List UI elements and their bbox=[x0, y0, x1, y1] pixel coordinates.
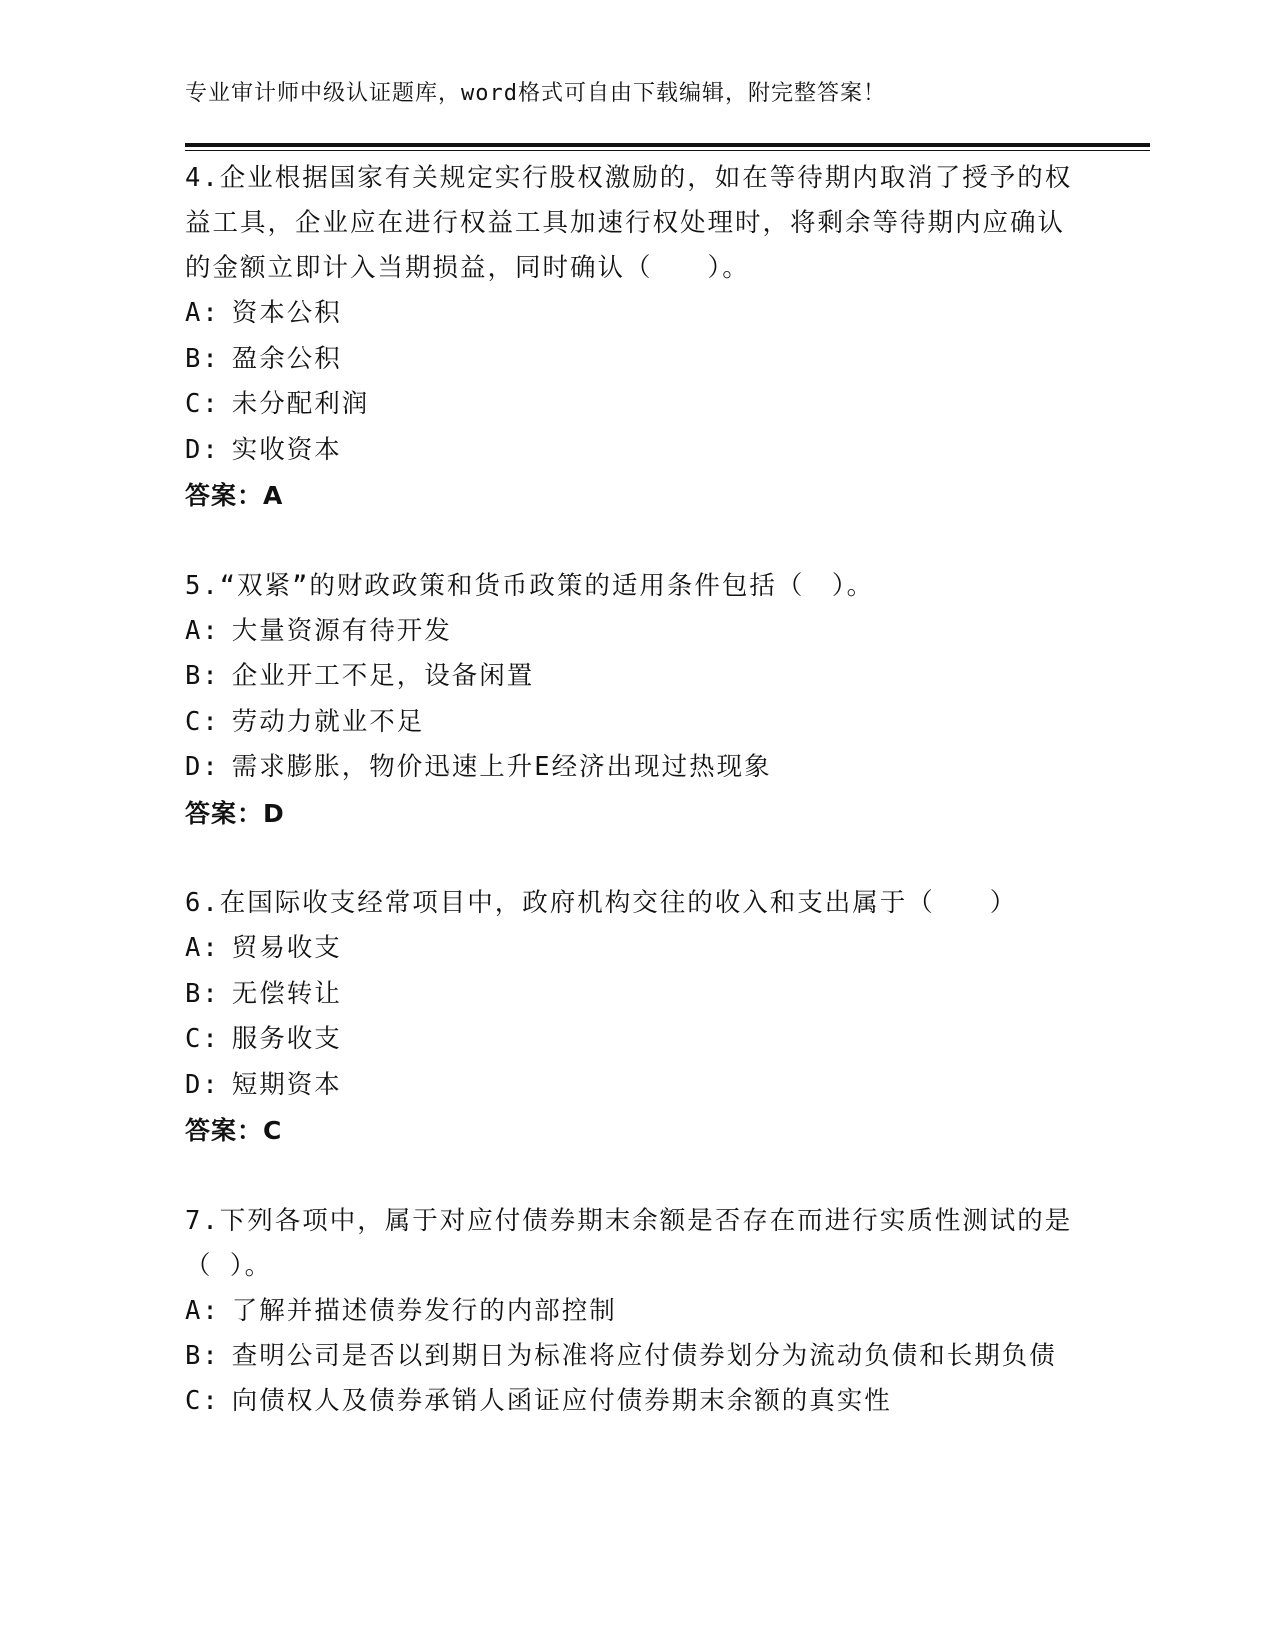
option-key: C: bbox=[185, 1386, 220, 1416]
option-key: B: bbox=[185, 978, 220, 1009]
option-d bbox=[185, 1063, 1085, 1109]
option-key: C: bbox=[185, 389, 220, 419]
option-key: B: bbox=[185, 343, 220, 374]
option-key: C: bbox=[185, 706, 220, 737]
option-text: 贸易收支 bbox=[231, 933, 342, 963]
option-d bbox=[185, 745, 1085, 791]
question-stem: 7.下列各项中，属于对应付债券期末余额是否存在而进行实质性测试的是（ ）。 bbox=[185, 1205, 1073, 1281]
option-b bbox=[185, 654, 1085, 700]
option-text: 无偿转让 bbox=[231, 978, 342, 1009]
option-d bbox=[185, 428, 1085, 474]
question-list bbox=[185, 156, 1085, 1425]
option-a bbox=[185, 291, 1085, 337]
question-stem: 5.“双紧”的财政政策和货币政策的适用条件包括（ ）。 bbox=[185, 570, 875, 601]
option-b bbox=[185, 337, 1085, 383]
question-6 bbox=[185, 881, 1085, 1154]
question-4 bbox=[185, 156, 1085, 519]
option-key: D: bbox=[185, 1069, 220, 1100]
option-key: B: bbox=[185, 661, 220, 691]
option-key: B: bbox=[185, 1341, 220, 1371]
question-7 bbox=[185, 1199, 1085, 1425]
option-key: D: bbox=[185, 434, 220, 465]
option-text: 服务收支 bbox=[231, 1024, 342, 1054]
option-c bbox=[185, 382, 1085, 428]
page-header: 专业审计师中级认证题库，word格式可自由下载编辑，附完整答案！ bbox=[185, 81, 886, 106]
option-a bbox=[185, 609, 1085, 655]
option-key: A: bbox=[185, 1295, 220, 1326]
option-c bbox=[185, 1379, 1085, 1425]
header-rule-thick bbox=[185, 143, 1150, 147]
answer-line: 答案：A bbox=[185, 481, 284, 510]
option-key: D: bbox=[185, 752, 220, 782]
answer-line: 答案：C bbox=[185, 1116, 283, 1145]
option-text: 劳动力就业不足 bbox=[231, 706, 425, 737]
option-text: 向债权人及债券承销人函证应付债券期末余额的真实性 bbox=[231, 1386, 892, 1416]
option-text: 短期资本 bbox=[231, 1069, 342, 1100]
option-text: 需求膨胀，物价迅速上升E经济出现过热现象 bbox=[231, 752, 772, 782]
option-text: 企业开工不足，设备闲置 bbox=[231, 661, 535, 691]
option-a bbox=[185, 926, 1085, 972]
option-text: 了解并描述债券发行的内部控制 bbox=[231, 1295, 617, 1326]
option-key: A: bbox=[185, 933, 220, 963]
option-key: A: bbox=[185, 298, 220, 328]
option-text: 盈余公积 bbox=[231, 343, 342, 374]
option-text: 大量资源有待开发 bbox=[231, 615, 452, 646]
question-5 bbox=[185, 564, 1085, 837]
answer-line: 答案：D bbox=[185, 798, 285, 828]
question-stem: 6.在国际收支经常项目中，政府机构交往的收入和支出属于（ ） bbox=[185, 888, 1018, 918]
option-text: 资本公积 bbox=[231, 298, 342, 328]
header-rule-thin bbox=[185, 150, 1150, 151]
option-a bbox=[185, 1289, 1085, 1335]
option-text: 未分配利润 bbox=[231, 389, 370, 419]
option-b bbox=[185, 1334, 1085, 1379]
option-c bbox=[185, 1017, 1085, 1063]
question-stem: 4.企业根据国家有关规定实行股权激励的，如在等待期内取消了授予的权益工具，企业应在进行权益工具加速行权处理时，将剩余等待期内应确认的金额立即计入当期损益，同时确认（ ）。 bbox=[185, 163, 1073, 283]
option-b bbox=[185, 972, 1085, 1018]
option-text: 实收资本 bbox=[231, 434, 342, 465]
option-key: C: bbox=[185, 1024, 220, 1054]
option-c bbox=[185, 700, 1085, 746]
option-key: A: bbox=[185, 615, 220, 646]
option-text: 查明公司是否以到期日为标准将应付债券划分为流动负债和长期负债 bbox=[231, 1341, 1057, 1371]
